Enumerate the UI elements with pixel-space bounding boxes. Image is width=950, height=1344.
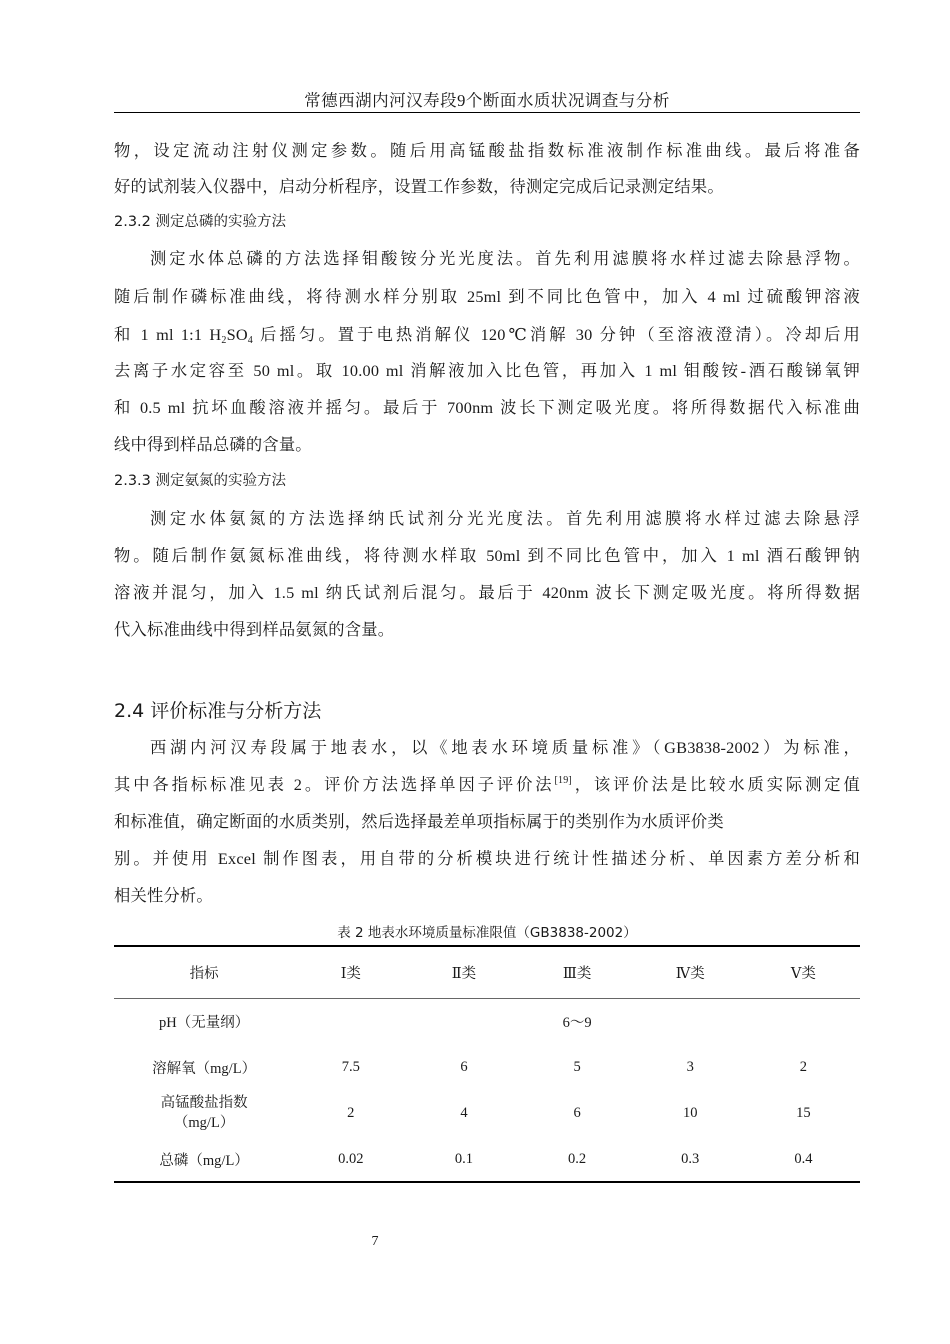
table-cell: 2 [347, 1104, 355, 1121]
paragraph-line: 和标准值，确定断面的水质类别，然后选择最差单项指标属于的类别作为水质评价类 [114, 812, 724, 831]
citation-reference[interactable]: [19] [554, 775, 572, 786]
text-segment: 后摇匀。置于电热消解仪 120℃消解 30 分钟（至溶液澄清）。冷却后用 [253, 325, 860, 344]
table-cell: 15 [796, 1104, 811, 1121]
row-label: 总磷（mg/L） [159, 1152, 249, 1169]
paragraph-line: 物，设定流动注射仪测定参数。随后用高锰酸盐指数标准液制作标准曲线。最后将准备 [114, 141, 860, 160]
paragraph-line-with-citation [114, 774, 860, 796]
header-class-4: Ⅳ类 [675, 965, 705, 982]
paragraph-line: 线中得到样品总磷的含量。 [114, 435, 312, 454]
page-number: 7 [371, 1234, 379, 1249]
paragraph-line: 测定水体总磷的方法选择钼酸铵分光光度法。首先利用滤膜将水样过滤去除悬浮物。 [150, 249, 860, 268]
table-header-row [114, 946, 860, 998]
paragraph-line-with-formula [114, 324, 860, 346]
paragraph-line: 测定水体氨氮的方法选择纳氏试剂分光光度法。首先利用滤膜将水样过滤去除悬浮 [150, 509, 860, 528]
paragraph-line: 物。随后制作氨氮标准曲线，将待测水样取 50ml 到不同比色管中，加入 1 ml 酒石酸钾钠 [114, 546, 860, 565]
table-cell: 10 [682, 1104, 698, 1121]
table-cell: 0.2 [568, 1150, 587, 1167]
text-segment: SO [226, 325, 248, 344]
paragraph-line: 代入标准曲线中得到样品氨氮的含量。 [114, 620, 395, 639]
subscript: 4 [247, 335, 253, 346]
table-cell: 7.5 [341, 1058, 360, 1075]
table-row-dissolved-oxygen [114, 1045, 860, 1089]
table-caption: 表 2 地表水环境质量标准限值（GB3838-2002） [337, 925, 637, 941]
table-cell: 0.1 [454, 1150, 473, 1167]
header-class-1: Ⅰ类 [340, 965, 361, 982]
table-cell: 0.3 [681, 1150, 700, 1167]
table-cell: 0.02 [338, 1150, 364, 1167]
row-label: 溶解氧（mg/L） [152, 1060, 257, 1077]
merged-value-cell: 6～9 [562, 1015, 592, 1032]
paragraph-line: 去离子水定容至 50 ml。取 10.00 ml 消解液加入比色管，再加入 1 ml 钼酸铵-酒石酸锑氧钾 [114, 361, 860, 380]
section-heading-2-4: 2.4 评价标准与分析方法 [114, 700, 322, 722]
table-row-permanganate-index [114, 1089, 860, 1137]
row-label-line: （mg/L） [173, 1115, 235, 1131]
paragraph-line: 溶液并混匀，加入 1.5 ml 纳氏试剂后混匀。最后于 420nm 波长下测定吸光度。将所得数据 [114, 583, 860, 602]
water-quality-standards-table [114, 945, 860, 1183]
paragraph-line: 别。并使用 Excel 制作图表，用自带的分析模块进行统计性描述分析、单因素方差分析和 [114, 849, 860, 868]
paragraph-line: 好的试剂装入仪器中，启动分析程序，设置工作参数，待测定完成后记录测定结果。 [114, 177, 724, 196]
paragraph-line: 和 0.5 ml 抗坏血酸溶液并摇匀。最后于 700nm 波长下测定吸光度。将所得数据代入标准曲 [114, 398, 860, 417]
running-header: 常德西湖内河汉寿段9个断面水质状况调查与分析 [304, 91, 670, 110]
table-cell: 2 [799, 1058, 808, 1075]
row-label [114, 1089, 294, 1137]
subsection-heading-2-3-2: 2.3.2 测定总磷的实验方法 [114, 214, 287, 230]
table-cell: 0.4 [794, 1150, 813, 1167]
text-segment: 和 1 ml 1:1 H [114, 325, 222, 344]
table-cell: 6 [573, 1104, 581, 1121]
header-indicator: 指标 [189, 965, 219, 982]
text-segment: 其中各指标标准见表 2。评价方法选择单因子评价法 [114, 775, 555, 794]
table-cell: 4 [460, 1104, 468, 1121]
header-rule [114, 112, 860, 113]
table-cell: 6 [460, 1058, 468, 1075]
subscript: 2 [221, 335, 227, 346]
paragraph-line: 随后制作磷标准曲线，将待测水样分别取 25ml 到不同比色管中，加入 4 ml 过硫酸钾溶液 [114, 287, 860, 306]
paragraph-line: 相关性分析。 [114, 886, 213, 905]
row-label-line: 高锰酸盐指数 [160, 1095, 248, 1111]
text-segment: ，该评价法是比较水质实际测定值 [571, 775, 860, 794]
table-cell: 5 [573, 1058, 581, 1075]
paragraph-line: 西湖内河汉寿段属于地表水，以《地表水环境质量标准》（GB3838-2002）为标准， [150, 738, 860, 757]
header-class-5: Ⅴ类 [790, 965, 816, 982]
table-row-total-phosphorus [114, 1137, 860, 1182]
header-class-2: Ⅱ类 [451, 965, 477, 982]
subsection-heading-2-3-3: 2.3.3 测定氨氮的实验方法 [114, 473, 287, 489]
row-label: pH（无量纲） [159, 1015, 250, 1032]
header-class-3: Ⅲ类 [562, 965, 592, 982]
table-cell: 3 [686, 1058, 694, 1075]
table-row-ph [114, 998, 860, 1045]
